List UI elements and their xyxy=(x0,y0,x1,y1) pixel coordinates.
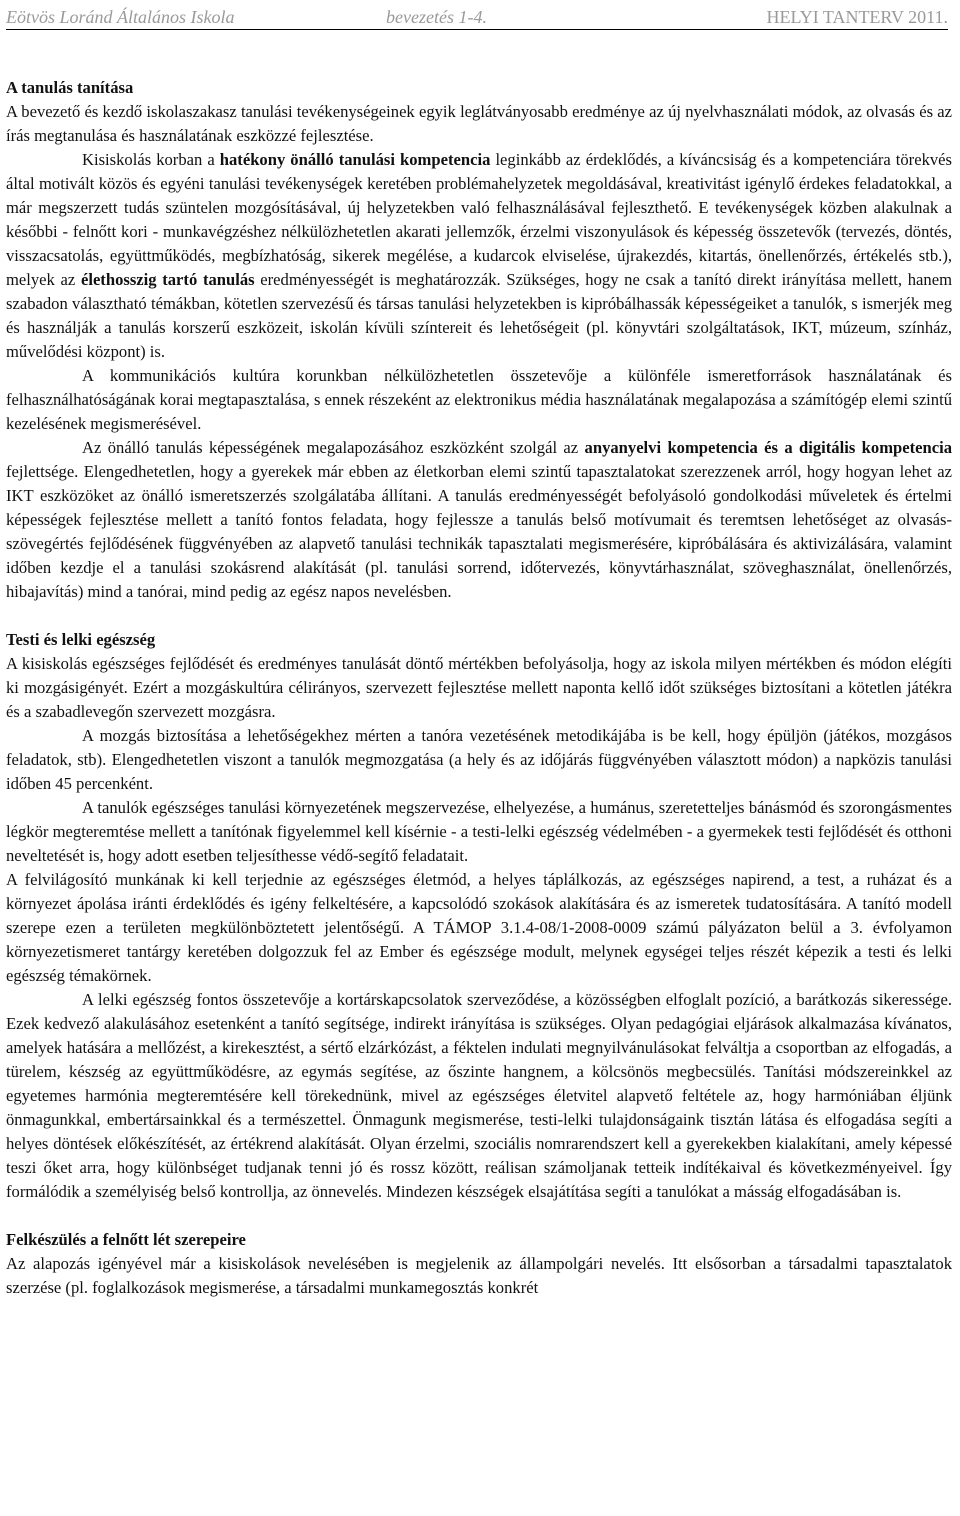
body-paragraph: Az önálló tanulás képességének megalapozásához eszközként szolgál az anyanyelvi kompetencia és a digitális kompetencia fejlettsége. Elengedhetetlen, hogy a gyerekek már ebben az életkorban elemi szintű tapasztalatokat szerezzenek arról, hogy hogyan lehet az IKT eszközöket az önálló ismeretszerzés szolgálatába állítani. A tanulás eredményességét befolyásoló gondolkodási műveletek és értelmi képességek fejlesztése mellett a tanító fontos feladata, hogy fejlessze a tanulás belső motívumait és teremtsen lehetőséget az olvasás-szövegértés fejlődésének függvényében az alapvető tanulási technikák tapasztalati megismerésére, kipróbálására és aktivizálására, valamint időben kezdje el a tanulási szokásrend alakítását (pl. tanulási sorrend, időtervezés, könyvtárhasználat, szöveghasználat, önellenőrzés, hibajavítás) mind a tanórai, mind pedig az egész napos nevelésben. xyxy=(6,438,952,601)
body-paragraph: A felvilágosító munkának ki kell terjednie az egészséges életmód, a helyes táplálkozás, az egészséges napirend, a test, a ruházat és a környezet ápolása iránti érdeklődés és igény felkeltésére, a kapcsolódó szokások alakítására és az ismeretek tudatosítására. A tanító modell szerepe ezen a területen megkülönböztetett jelentőségű. A TÁMOP 3.1.4-08/1-2008-0009 számú pályázaton belül a 3. évfolyamon környezetismeret tantárgy keretében dolgozzuk fel az Ember és egészsége modult, melynek egységei teljes részét képezik a testi és lelki egészség témakörnek. xyxy=(6,870,952,985)
bold-term: anyanyelvi kompetencia és a digitális kompetencia xyxy=(584,438,952,457)
body-paragraph: Kisiskolás korban a hatékony önálló tanulási kompetencia leginkább az érdeklődés, a kíváncsiság és a kompetenciára törekvés által motivált közös és egyéni tanulási tevékenységek keretében problémahelyzetek megoldásával, kreativitást igénylő érdekes feladatokkal, a már megszerzett tudás szüntelen mozgósításával, új helyzetekben való felhasználásával fejleszthető. E tevékenységek közben alakulnak a későbbi - felnőtt kori - munkavégzéshez nélkülözhetetlen akarati jellemzők, érzelmi viszonyulások és képesség összetevők (tervezés, döntés, visszacsatolás, együttműködés, megbízhatóság, sikerek megélése, a kudarcok elviselése, újrakezdés, kitartás, önellenőrzés, értékelés stb.), melyek az élethosszig tartó tanulás eredményességét is meghatározzák. Szükséges, hogy ne csak a tanító direkt irányítása mellett, hanem szabadon választható témákban, kötetlen szervezésű és társas tanulási helyzetekben is kipróbálhassák képességeiket a tanulók, s ismerjék meg és használják a tanulás korszerű eszközeit, iskolán kívüli színtereit és lehetőségeit (pl. könyvtári szolgáltatások, IKT, múzeum, színház, művelődési központ) is. xyxy=(6,150,952,361)
header-section: bevezetés 1-4. xyxy=(386,7,487,27)
document-body xyxy=(6,76,952,1300)
page-header xyxy=(6,0,948,30)
section-title: A tanulás tanítása xyxy=(6,78,134,97)
bold-term: élethosszig tartó tanulás xyxy=(80,270,255,289)
section-title: Testi és lelki egészség xyxy=(6,630,156,649)
header-document-title: HELYI TANTERV 2011. xyxy=(766,7,948,27)
body-paragraph: A kisiskolás egészséges fejlődését és eredményes tanulását döntő mértékben befolyásolja, hogy az iskola milyen mértékben és módon elégíti ki mozgásigényét. Ezért a mozgáskultúra célirányos, szervezett fejlesztése mellett naponta kellő időt szükséges biztosítani a kötetlen játékra és a szabadlevegőn szervezett mozgásra. xyxy=(6,654,952,721)
section-title: Felkészülés a felnőtt lét szerepeire xyxy=(6,1230,246,1249)
body-paragraph: A mozgás biztosítása a lehetőségekhez mérten a tanóra vezetésének metodikájába is be kell, hogy épüljön (játékos, mozgásos feladatok, stb). Elengedhetetlen viszont a tanulók megmozgatása (a hely és az időjárás függvényében választott módon) a napközis tanulási időben 45 percenként. xyxy=(6,726,952,793)
bold-term: hatékony önálló tanulási kompetencia xyxy=(219,150,491,169)
section-spacer xyxy=(6,1204,952,1228)
section-spacer xyxy=(6,604,952,628)
body-paragraph: A bevezető és kezdő iskolaszakasz tanulási tevékenységeinek egyik leglátványosabb eredménye az új nyelvhasználati módok, az olvasás és az írás megtanulása és használatának eszközzé fejlesztése. xyxy=(6,102,952,145)
body-paragraph: A kommunikációs kultúra korunkban nélkülözhetetlen összetevője a különféle ismeretforrások használatának és felhasználhatóságának korai megtapasztalása, s ennek részeként az elektronikus média használatának megalapozása a számítógép elemi szintű kezelésének megismerésével. xyxy=(6,366,952,433)
header-school-name: Eötvös Loránd Általános Iskola xyxy=(6,7,235,27)
body-paragraph: A tanulók egészséges tanulási környezetének megszervezése, elhelyezése, a humánus, szeretetteljes bánásmód és szorongásmentes légkör megteremtése mellett a tanítónak figyelemmel kell kísérnie - a testi-lelki egészség védelmében - a gyermekek testi fejlődését és otthoni neveltetését is, hogy adott esetben teljesíthesse védő-segítő feladatait. xyxy=(6,798,952,865)
body-paragraph: Az alapozás igényével már a kisiskolások nevelésében is megjelenik az állampolgári nevelés. Itt elsősorban a társadalmi tapasztalatok szerzése (pl. foglalkozások megismerése, a társadalmi munkamegosztás konkrét xyxy=(6,1254,952,1297)
body-paragraph: A lelki egészség fontos összetevője a kortárskapcsolatok szerveződése, a közösségben elfoglalt pozíció, a barátkozás sikeressége. Ezek kedvező alakulásához esetenként a tanító segítsége, indirekt irányítása is szükséges. Olyan pedagógiai eljárások alkalmazása kívánatos, amelyek hatására a mellőzést, a kirekesztést, a sértő elzárkózást, a féktelen indulati megnyilvánulásokat felváltja a csoportban az elfogadás, a türelem, készség az együttműködésre, az egymás segítése, az őszinte hangnem, a kölcsönös megbecsülés. Tanítási módszereinkkel az egyetemes harmónia megteremtésére kell törekednünk, mivel az egészséges életvitel alapvető feltétele az, hogy harmóniában éljünk önmagunkkal, embertársainkkal és a természettel. Önmagunk megismerése, testi-lelki tulajdonságaink tisztán látása és elfogadása segíti a helyes döntések előkészítését, az értékrend alakítását. Olyan érzelmi, szociális nomrarendszert kell a gyerekekben kialakítani, amely képessé teszi őket arra, hogy különbséget tudjanak tenni jó és rossz között, reálisan számoljanak tetteik indítékaival és következményeivel. Így formálódik a személyiség belső kontrollja, az önnevelés. Mindezen készségek elsajátítása segíti a tanulókat a másság elfogadásában is. xyxy=(6,990,952,1201)
